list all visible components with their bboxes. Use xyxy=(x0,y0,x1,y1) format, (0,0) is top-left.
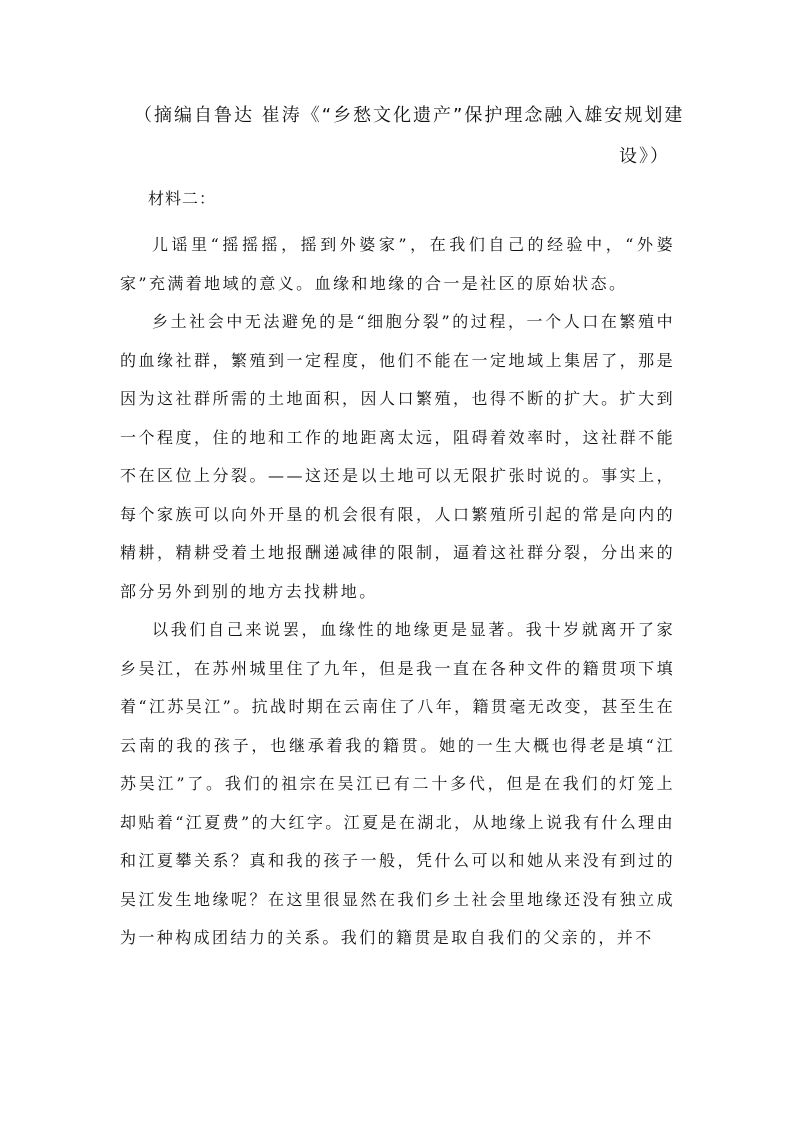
citation-line-2: 设》） xyxy=(619,146,670,167)
body-text xyxy=(120,226,675,958)
section-heading: 材料二： xyxy=(148,189,217,208)
source-citation xyxy=(118,96,685,178)
paragraph-3: 以我们自己来说罢，血缘性的地缘更是显著。我十岁就离开了家乡吴江，在苏州城里住了九年，但是我一直在各种文件的籍贯项下填着“江苏吴江”。抗战时期在云南住了八年，籍贯毫无改变，甚至生在云南的我的孩子，也继承着我的籍贯。她的一生大概也得老是填“江苏吴江”了。我们的祖宗在吴江已有二十多代，但是在我们的灯笼上却贴着“江夏费”的大红字。江夏是在湖北，从地缘上说我有什么理由和江夏攀关系？真和我的孩子一般，凭什么可以和她从来没有到过的吴江发生地缘呢？在这里很显然在我们乡土社会里地缘还没有独立成为一种构成团结力的关系。我们的籍贯是取自我们的父亲的，并不 xyxy=(120,620,675,947)
citation-line-1: （摘编自鲁达 崔涛《“乡愁文化遗产”保护理念融入雄安规划建 xyxy=(134,105,685,126)
paragraph-2: 乡土社会中无法避免的是“细胞分裂”的过程，一个人口在繁殖中的血缘社群，繁殖到一定程度，他们不能在一定地域上集居了，那是因为这社群所需的土地面积，因人口繁殖，也得不断的扩大。扩大到一个程度，住的地和工作的地距离太远，阻碍着效率时，这社群不能不在区位上分裂。——这还是以土地可以无限扩张时说的。事实上，每个家族可以向外开垦的机会很有限，人口繁殖所引起的常是向内的精耕，精耕受着土地报酬递减律的限制，逼着这社群分裂，分出来的部分另外到别的地方去找耕地。 xyxy=(120,312,675,601)
paragraph-1: 儿谣里“摇摇摇，摇到外婆家”，在我们自己的经验中，“外婆家”充满着地域的意义。血缘和地缘的合一是社区的原始状态。 xyxy=(120,235,675,293)
